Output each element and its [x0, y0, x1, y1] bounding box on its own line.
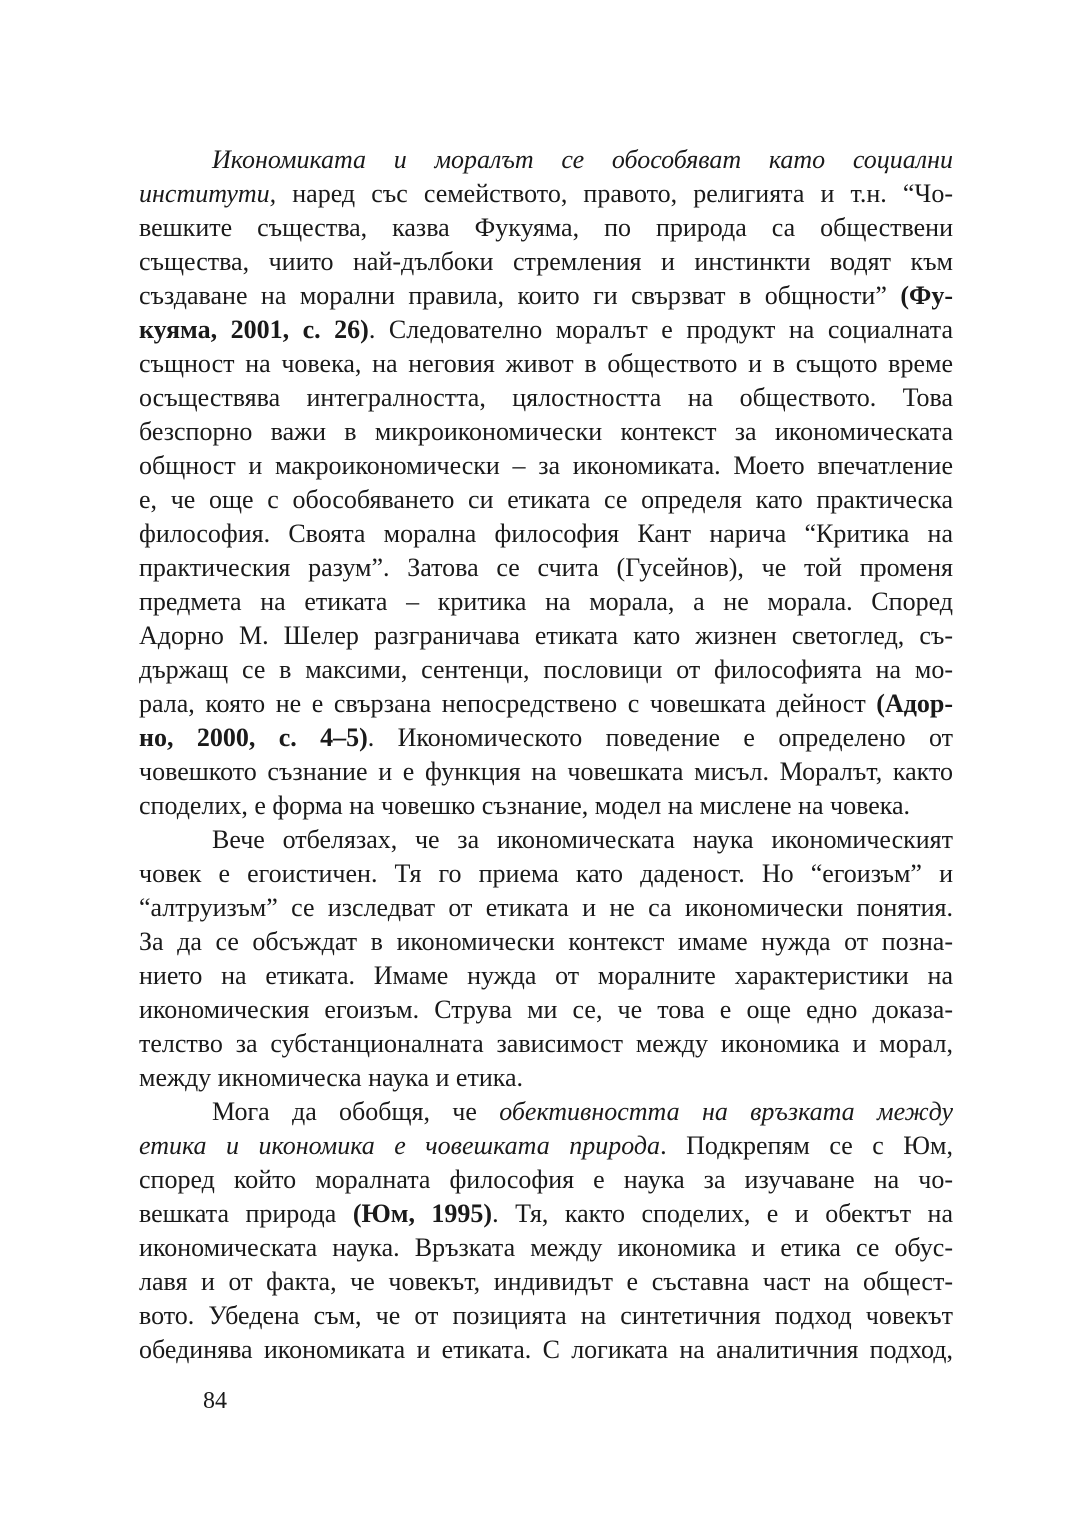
- text-run: Мога да обобщя, че: [212, 1097, 500, 1126]
- text-run: създаване на морални правила, които ги свързват в общности”: [139, 281, 901, 310]
- text-run: . Подкрепям се с Юм,: [660, 1131, 953, 1160]
- text-run: предмета на етиката – критика на морала, а не морала. Според: [139, 587, 953, 616]
- text-run: . Тя, както споделих, е и обектът на: [492, 1199, 953, 1228]
- text-run: между икномическа наука и етика.: [139, 1063, 524, 1092]
- text-line: [139, 143, 953, 177]
- text-run: държащ се в максими, сентенци, пословици от философията на мо-: [139, 655, 953, 684]
- body-text: [139, 143, 953, 1367]
- text-run: човешкото съзнание и е функция на човешката мисъл. Моралът, както: [139, 757, 953, 786]
- text-line: [139, 177, 953, 211]
- text-line: [139, 789, 953, 823]
- emphasis: институти,: [139, 179, 277, 208]
- text-run: телство за субстанционалната зависимост между икономика и морал,: [139, 1029, 953, 1058]
- citation: (Юм, 1995): [352, 1199, 493, 1228]
- text-run: според който моралната философия е наука за изучаване на чо-: [139, 1165, 953, 1194]
- text-line: [139, 1163, 953, 1197]
- text-run: обединява икономиката и етиката. С логиката на аналитичния подход,: [139, 1335, 953, 1364]
- text-run: икономическата наука. Връзката между икономика и етика се обус-: [139, 1233, 953, 1262]
- text-line: [139, 551, 953, 585]
- text-line: [139, 959, 953, 993]
- text-line: [139, 1129, 953, 1163]
- text-run: За да се обсъждат в икономически контекст имаме нужда от позна-: [139, 927, 953, 956]
- text-run: общност и макроикономически – за икономиката. Моето впечатление: [139, 451, 953, 480]
- text-line: [139, 823, 953, 857]
- text-run: философия. Своята морална философия Кант нарича “Критика на: [139, 519, 953, 548]
- text-run: споделих, е форма на човешко съзнание, модел на мислене на човека.: [139, 791, 911, 820]
- text-line: [139, 619, 953, 653]
- text-line: [139, 1231, 953, 1265]
- text-run: нието на етиката. Имаме нужда от моралните характеристики на: [139, 961, 953, 990]
- text-line: [139, 1265, 953, 1299]
- text-line: [139, 1061, 953, 1095]
- text-run: вешката природа: [139, 1199, 353, 1228]
- text-line: [139, 381, 953, 415]
- text-line: [139, 313, 953, 347]
- citation: (Фу-: [900, 281, 953, 310]
- text-line: [139, 891, 953, 925]
- text-run: икономическия егоизъм. Струва ми се, че това е още едно доказа-: [139, 995, 953, 1024]
- text-run: Вече отбелязах, че за икономическата наука икономическият: [212, 825, 953, 854]
- emphasis: Икономиката и моралът се обособяват като социални: [212, 145, 953, 174]
- text-line: [139, 925, 953, 959]
- emphasis: етика и икономика е човешката природа: [139, 1131, 661, 1160]
- text-run: същност на човека, на неговия живот в обществото и в същото време: [139, 349, 953, 378]
- text-run: . Икономическото поведение е определено от: [367, 723, 954, 752]
- text-run: наред със семейството, правото, религията и т.н. “Чо-: [276, 179, 953, 208]
- text-run: вото. Убедена съм, че от позицията на синтетичния подход човекът: [139, 1301, 953, 1330]
- text-line: [139, 517, 953, 551]
- text-line: [139, 857, 953, 891]
- text-run: осъществява интегралността, цялостността на обществото. Това: [139, 383, 953, 412]
- page-number: 84: [203, 1388, 227, 1414]
- text-run: “алтруизъм” се изследват от етиката и не са икономически понятия.: [139, 893, 953, 922]
- text-run: вешките същества, казва Фукуяма, по природа са обществени: [139, 213, 953, 242]
- text-line: [139, 755, 953, 789]
- text-line: [139, 687, 953, 721]
- text-run: Адорно М. Шелер разграничава етиката като жизнен светоглед, съ-: [139, 621, 953, 650]
- text-run: лавя и от факта, че човекът, индивидът е съставна част на общест-: [139, 1267, 953, 1296]
- text-line: [139, 653, 953, 687]
- text-line: [139, 211, 953, 245]
- text-run: човек е егоистичен. Тя го приема като даденост. Но “егоизъм” и: [139, 859, 953, 888]
- text-line: [139, 585, 953, 619]
- text-line: [139, 415, 953, 449]
- text-run: безспорно важи в микроикономически контекст за икономическата: [139, 417, 953, 446]
- text-line: [139, 1333, 953, 1367]
- text-line: [139, 483, 953, 517]
- text-line: [139, 1197, 953, 1231]
- text-run: е, че още с обособяването си етиката се определя като практическа: [139, 485, 953, 514]
- text-line: [139, 347, 953, 381]
- text-run: същества, чиито най-дълбоки стремления и инстинкти водят към: [139, 247, 953, 276]
- text-run: . Следователно моралът е продукт на социалната: [368, 315, 953, 344]
- citation: (Адор-: [876, 689, 953, 718]
- text-line: [139, 721, 953, 755]
- citation: но, 2000, с. 4–5): [139, 723, 368, 752]
- text-run: практическия разум”. Затова се счита (Гусейнов), че той променя: [139, 553, 953, 582]
- citation: куяма, 2001, с. 26): [139, 315, 369, 344]
- text-line: [139, 993, 953, 1027]
- text-line: [139, 279, 953, 313]
- text-line: [139, 449, 953, 483]
- text-line: [139, 1027, 953, 1061]
- text-run: рала, която не е свързана непосредствено с човешката дейност: [139, 689, 877, 718]
- text-line: [139, 1299, 953, 1333]
- text-line: [139, 245, 953, 279]
- text-line: [139, 1095, 953, 1129]
- emphasis: обективността на връзката между: [499, 1097, 953, 1126]
